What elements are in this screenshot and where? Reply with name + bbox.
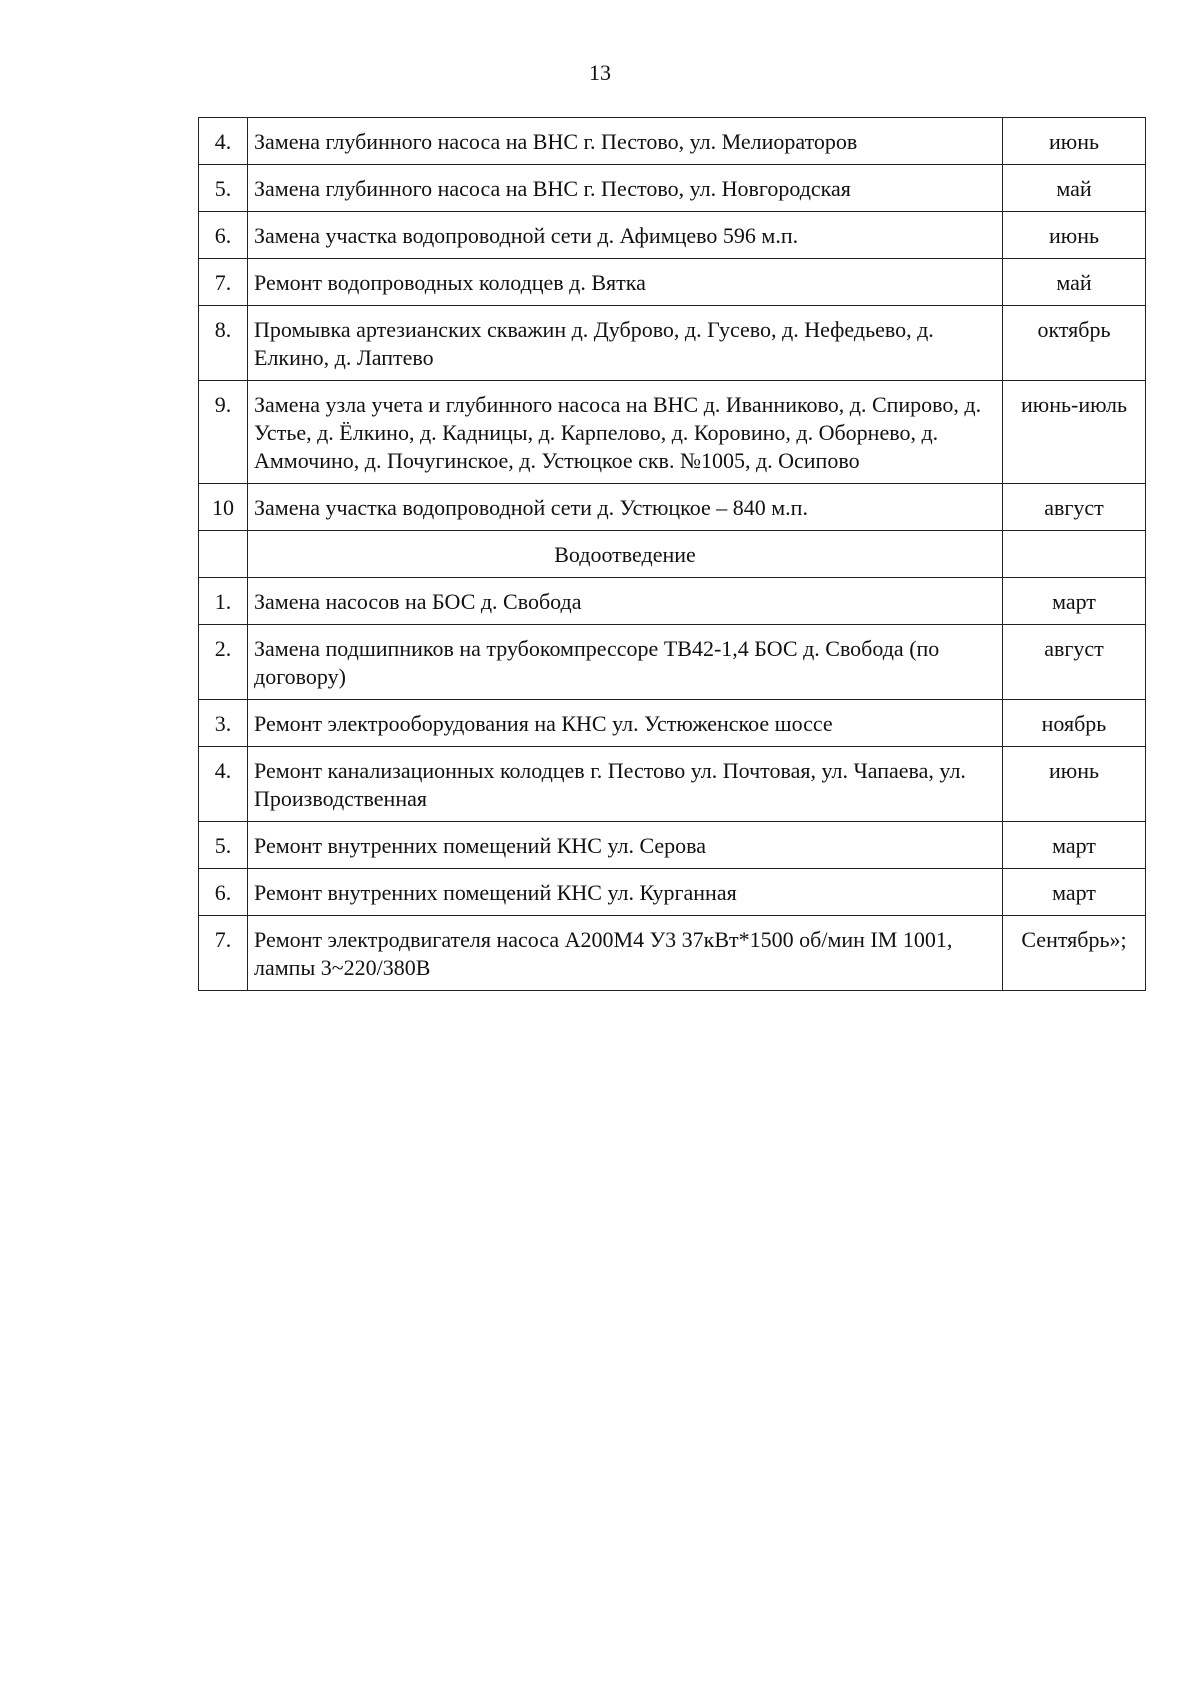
row-description: Ремонт внутренних помещений КНС ул. Серова <box>248 822 1003 869</box>
section-date-cell <box>1003 531 1146 578</box>
row-date: май <box>1003 259 1146 306</box>
works-table <box>198 117 1146 991</box>
table-row <box>199 822 1146 869</box>
table-row <box>199 118 1146 165</box>
row-description: Ремонт внутренних помещений КНС ул. Курганная <box>248 869 1003 916</box>
row-number: 9. <box>199 381 248 484</box>
row-date: Сентябрь»; <box>1003 916 1146 991</box>
table-row <box>199 484 1146 531</box>
row-description: Замена участка водопроводной сети д. Устюцкое – 840 м.п. <box>248 484 1003 531</box>
row-number: 4. <box>199 118 248 165</box>
table-row <box>199 747 1146 822</box>
row-number: 1. <box>199 578 248 625</box>
row-date: август <box>1003 484 1146 531</box>
table-row <box>199 165 1146 212</box>
page-number: 13 <box>589 60 611 85</box>
row-description: Промывка артезианских скважин д. Дуброво, д. Гусево, д. Нефедьево, д. Елкино, д. Лаптево <box>248 306 1003 381</box>
row-number: 2. <box>199 625 248 700</box>
row-description: Ремонт электрооборудования на КНС ул. Устюженское шоссе <box>248 700 1003 747</box>
table-row <box>199 259 1146 306</box>
row-date: май <box>1003 165 1146 212</box>
table-row <box>199 700 1146 747</box>
row-description: Замена участка водопроводной сети д. Афимцево 596 м.п. <box>248 212 1003 259</box>
row-number: 6. <box>199 212 248 259</box>
row-number: 8. <box>199 306 248 381</box>
row-description: Замена узла учета и глубинного насоса на ВНС д. Иванниково, д. Спирово, д. Устье, д. Ёлкино, д. Кадницы, д. Карпелово, д. Коровино, д. Оборнево, д. Аммочино, д. Почугинское, д. Устюцкое скв. №1005, д. Осипово <box>248 381 1003 484</box>
row-number: 5. <box>199 822 248 869</box>
table-row <box>199 578 1146 625</box>
row-description: Ремонт электродвигателя насоса А200М4 У3 37кВт*1500 об/мин IM 1001, лампы 3~220/380В <box>248 916 1003 991</box>
row-date: июнь <box>1003 118 1146 165</box>
row-date: ноябрь <box>1003 700 1146 747</box>
row-number: 7. <box>199 259 248 306</box>
row-number: 6. <box>199 869 248 916</box>
section-row <box>199 531 1146 578</box>
row-date: август <box>1003 625 1146 700</box>
table-row <box>199 869 1146 916</box>
row-number: 3. <box>199 700 248 747</box>
row-date: март <box>1003 578 1146 625</box>
table-row <box>199 625 1146 700</box>
row-date: июнь <box>1003 212 1146 259</box>
section-title: Водоотведение <box>248 531 1003 578</box>
table-row <box>199 381 1146 484</box>
row-date: июнь-июль <box>1003 381 1146 484</box>
row-date: март <box>1003 822 1146 869</box>
row-number: 7. <box>199 916 248 991</box>
row-number: 5. <box>199 165 248 212</box>
row-description: Замена глубинного насоса на ВНС г. Пестово, ул. Мелиораторов <box>248 118 1003 165</box>
row-description: Ремонт водопроводных колодцев д. Вятка <box>248 259 1003 306</box>
row-description: Замена глубинного насоса на ВНС г. Пестово, ул. Новгородская <box>248 165 1003 212</box>
section-number-cell <box>199 531 248 578</box>
row-description: Замена насосов на БОС д. Свобода <box>248 578 1003 625</box>
row-date: октябрь <box>1003 306 1146 381</box>
row-number: 10 <box>199 484 248 531</box>
row-description: Замена подшипников на трубокомпрессоре ТВ42-1,4 БОС д. Свобода (по договору) <box>248 625 1003 700</box>
table-row <box>199 212 1146 259</box>
row-date: июнь <box>1003 747 1146 822</box>
row-description: Ремонт канализационных колодцев г. Пестово ул. Почтовая, ул. Чапаева, ул. Производственная <box>248 747 1003 822</box>
table-row <box>199 306 1146 381</box>
row-number: 4. <box>199 747 248 822</box>
row-date: март <box>1003 869 1146 916</box>
table-row <box>199 916 1146 991</box>
